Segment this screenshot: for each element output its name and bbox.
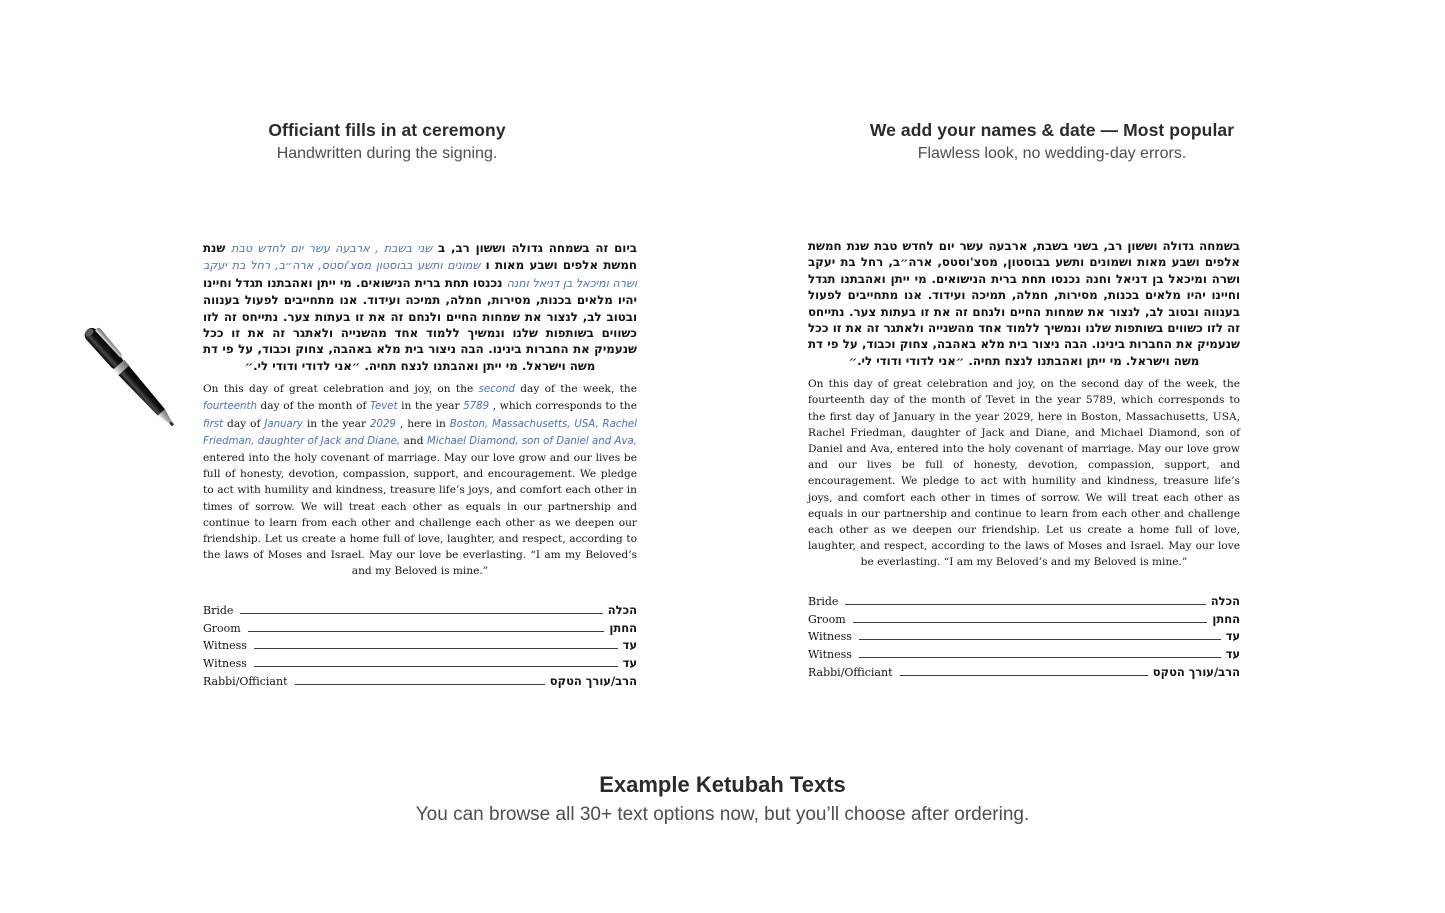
right-panel-header — [822, 120, 1282, 163]
signature-row-rabbi — [203, 670, 637, 688]
signature-label-en: Rabbi/Officiant — [203, 674, 288, 688]
left-panel-header — [157, 120, 617, 163]
signature-label-he: עד — [622, 638, 637, 653]
signature-label-he: הכלה — [1210, 594, 1240, 609]
left-panel-subtitle: Handwritten during the signing. — [276, 145, 498, 162]
handwritten-fill: January — [264, 418, 303, 430]
signature-row-witness-2 — [203, 652, 637, 670]
handwritten-fill: 2029 — [369, 418, 396, 430]
signature-label-en: Witness — [808, 630, 852, 644]
printed-text: in the year — [302, 417, 370, 430]
signature-line — [254, 648, 618, 649]
printed-text: , here in — [395, 417, 450, 430]
handwritten-fill: second — [478, 384, 515, 396]
printed-text: נכנסו תחת ברית הנישואים. מי ייתן ואהבתנו תגדל וחיינו יהיו מלאים בכנות, מסירות, חמלה, תמיכה ועידוד. אנו מתחייבים לפעול בענווה ובטוב לב, לנצור את שמחות החיים ולנחם זה את זו בעתות צער. נתייחס זה לזו כשווים בשותפות שלנו ונמשיך ללמוד אחד מהשנייה ולאתגר זה את זו ככל שנעמיק את החברות בינינו. הבה ניצור בית מלא באהבה, צחוק וכבוד, על פי דת משה וישראל. מי ייתן ואהבתנו לנצח תחיה. ״אני לדודי ודודי לי.״ — [203, 275, 637, 373]
signature-label-en: Witness — [808, 648, 852, 662]
handwritten-fill: first — [203, 418, 224, 430]
signature-block — [808, 591, 1240, 679]
signature-label-en: Groom — [203, 621, 241, 635]
handwritten-fill: שני בשבת , ארבעה עשר יום לחדש טבת — [231, 242, 433, 255]
signature-row-bride — [203, 600, 637, 618]
signature-row-bride — [808, 591, 1240, 609]
signature-line — [295, 684, 545, 685]
signature-line — [248, 631, 605, 632]
signature-block — [203, 600, 637, 688]
signature-row-groom — [808, 608, 1240, 626]
signature-line — [900, 675, 1148, 676]
signature-label-en: Bride — [808, 595, 839, 609]
signature-label-he: עד — [622, 656, 637, 671]
pen-photo — [58, 306, 210, 458]
signature-line — [859, 639, 1221, 640]
handwritten-fill: שמונים ותשע בבוסטון מסצ'וסטס, ארה״ב, רחל בת יעקב ושרה ומיכאל בן דניאל וחנה — [203, 259, 637, 290]
signature-line — [254, 666, 618, 667]
footer-section — [0, 772, 1445, 826]
printed-text: day of the week, the — [514, 383, 637, 396]
footer-subtitle: You can browse all 30+ text options now, but you’ll choose after ordering. — [415, 804, 1030, 825]
handwritten-fill: Michael Diamond, son of Daniel and Ava, — [426, 435, 637, 447]
signature-line — [240, 613, 602, 614]
printed-text: day of — [223, 417, 265, 430]
signature-line — [845, 604, 1205, 605]
english-paragraph — [203, 381, 637, 579]
printed-text: , which corresponds to the — [489, 400, 637, 413]
signature-label-he: הכלה — [607, 603, 637, 618]
signature-label-he: עד — [1225, 647, 1240, 662]
ballpoint-pen-icon — [58, 306, 210, 458]
ketubah-document-handwritten — [203, 240, 637, 688]
signature-row-witness-2 — [808, 643, 1240, 661]
signature-label-he: הרב/עורך הטקס — [1152, 664, 1240, 679]
signature-label-en: Bride — [203, 604, 234, 618]
signature-row-witness-1 — [808, 626, 1240, 644]
footer-title: Example Ketubah Texts — [599, 772, 846, 797]
signature-label-he: החתן — [609, 620, 637, 635]
hebrew-paragraph — [203, 240, 637, 374]
signature-label-he: עד — [1225, 629, 1240, 644]
printed-text: entered into the holy covenant of marriage. May our love grow and our lives be full of honesty, devotion, compassion, support, and encouragement. We pledge to act with humility and kindness, treasure life’s joys, and comfort each other in times of sorrow. We will treat each other as equals in our partnership and continue to learn from each other and challenge each other as we deepen our friendship. Let us create a home full of love, laughter, and respect, according to the laws of Moses and Israel. May our love be everlasting. “I am my Beloved’s and my Beloved is mine.” — [203, 452, 637, 578]
ketubah-document-printed — [808, 238, 1240, 679]
signature-label-en: Rabbi/Officiant — [808, 665, 893, 679]
handwritten-fill: fourteenth — [203, 401, 257, 413]
printed-text: day of the month of — [256, 400, 370, 413]
hebrew-paragraph: בשמחה גדולה וששון רב, בשני בשבת, ארבעה עשר יום לחדש טבת שנת חמשת אלפים ושבע מאות ושמונים ותשע בבוסטון, מסצ'וסטס, ארה״ב, רחל בת יעקב ושרה ומיכאל בן דניאל וחנה נכנסו תחת ברית הנישואים. מי ייתן ואהבתנו תגדל וחיינו יהיו מלאים בכנות, מסירות, חמלה, תמיכה ועידוד. אנו מתחייבים לפעול בענווה ובטוב לב, לנצור את שמחות החיים ולנחם זה את זו בעתות צער. נתייחס זה לזו כשווים בשותפות שלנו ונמשיך ללמוד אחד מהשנייה ולאתגר זה את זו ככל שנעמיק את החברות בינינו. הבה ניצור בית מלא באהבה, צחוק וכבוד, על פי דת משה וישראל. מי ייתן ואהבתנו לנצח תחיה. ״אני לדודי ודודי לי.״ — [808, 239, 1240, 368]
signature-label-he: החתן — [1212, 611, 1240, 626]
printed-text: and — [400, 434, 427, 447]
handwritten-fill: 5789 — [463, 401, 490, 413]
printed-text: שנת חמשת אלפים ושבע מאות ו — [203, 241, 637, 273]
english-paragraph: On this day of great celebration and joy, on the second day of the week, the fourteenth day of the month of Tevet in the year 5789, which corresponds to the first day of January in the year 2029, here in Boston, Massachusetts, USA, Rachel Friedman, daughter of Jack and Diane, and Michael Diamond, son of Daniel and Ava, entered into the holy covenant of marriage. May our love grow and our lives be full of honesty, devotion, compassion, support, and encouragement. We pledge to act with humility and kindness, treasure life’s joys, and comfort each other in times of sorrow. We will treat each other as equals in our partnership and continue to learn from each other and challenge each other as we deepen our friendship. Let us create a home full of love, laughter, and respect, according to the laws of Moses and Israel. May our love be everlasting. “I am my Beloved’s and my Beloved is mine.” — [808, 378, 1240, 569]
signature-row-groom — [203, 617, 637, 635]
signature-row-rabbi — [808, 661, 1240, 679]
signature-line — [859, 657, 1221, 658]
signature-label-en: Witness — [203, 639, 247, 653]
printed-text: in the year — [397, 400, 464, 413]
signature-line — [853, 622, 1208, 623]
right-panel-title: We add your names & date — Most popular — [869, 120, 1235, 140]
signature-label-he: הרב/עורך הטקס — [549, 673, 637, 688]
right-panel-subtitle: Flawless look, no wedding-day errors. — [917, 145, 1187, 162]
handwritten-fill: Tevet — [370, 401, 398, 413]
handwritten-fill: Boston, Massachusetts, USA, Rachel Friedman, daughter of Jack and Diane, — [203, 418, 637, 447]
signature-label-en: Witness — [203, 657, 247, 671]
printed-text: ביום זה בשמחה גדולה וששון רב, ב — [432, 241, 637, 255]
left-panel-title: Officiant fills in at ceremony — [268, 120, 506, 140]
printed-text: On this day of great celebration and joy, on the — [203, 383, 479, 396]
signature-row-witness-1 — [203, 635, 637, 653]
signature-label-en: Groom — [808, 612, 846, 626]
